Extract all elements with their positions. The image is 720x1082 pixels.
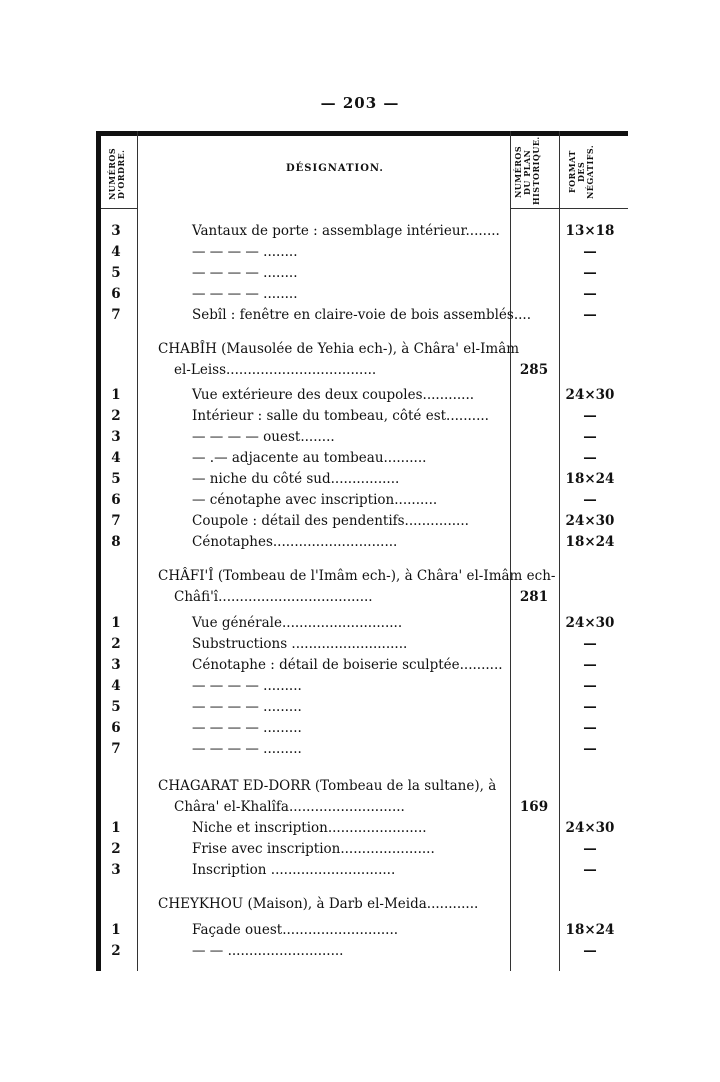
row-designation: — — — — ........ [192,286,298,302]
table-row [96,941,628,961]
row-format: 24×30 [565,513,615,529]
row-designation: Vue générale............................ [192,615,403,631]
row-designation: — — — — ouest........ [192,429,335,445]
table-row [96,566,628,586]
table-row [96,427,628,447]
header-numero-ordre: NUMÉROS D'ORDRE. [107,147,126,201]
row-designation: — .— adjacente au tombeau.......... [192,450,427,466]
row-designation: — — — — ........ [192,244,298,260]
table-row [96,490,628,510]
row-number: 1 [111,820,121,836]
row-number: 7 [111,741,121,757]
table-row [96,242,628,262]
row-number: 3 [111,429,121,445]
row-format: — [583,244,597,260]
row-format: — [583,678,597,694]
row-designation: el-Leiss................................... [174,362,377,378]
table-frame [96,131,628,971]
row-format: 24×30 [565,387,615,403]
row-format: 18×24 [565,471,615,487]
row-plan-number: 285 [519,362,549,378]
row-designation: Châfi'î.................................... [174,589,373,605]
row-plan-number: 281 [519,589,549,605]
row-designation: — — ........................... [192,943,344,959]
row-designation: — — — — ......... [192,741,302,757]
row-designation: Châra' el-Khalîfa........................... [174,799,405,815]
table-row [96,284,628,304]
table-row [96,360,628,380]
row-format: 18×24 [565,534,615,550]
row-designation: — niche du côté sud................ [192,471,400,487]
table-row [96,655,628,675]
table-row [96,860,628,880]
table-row [96,339,628,359]
row-designation: Inscription ............................. [192,862,396,878]
table-row [96,263,628,283]
row-format: — [583,429,597,445]
row-format: — [583,286,597,302]
row-format: — [583,636,597,652]
row-number: 2 [111,841,121,857]
row-format: — [583,408,597,424]
row-designation: Frise avec inscription...................... [192,841,435,857]
row-designation: — — — — ........ [192,265,298,281]
table-row [96,385,628,405]
row-format: — [583,450,597,466]
table-row [96,797,628,817]
row-number: 5 [111,265,121,281]
row-format: 13×18 [565,223,615,239]
row-designation: Vue extérieure des deux coupoles............ [192,387,475,403]
row-designation: Coupole : détail des pendentifs............... [192,513,469,529]
row-designation: Vantaux de porte : assemblage intérieur........ [192,223,500,239]
row-number: 5 [111,471,121,487]
table-row [96,587,628,607]
table-row [96,469,628,489]
row-number: 3 [111,862,121,878]
row-number: 7 [111,513,121,529]
row-designation: CHEYKHOU (Maison), à Darb el-Meida............ [158,896,479,912]
table-row [96,613,628,633]
row-number: 2 [111,636,121,652]
table-row [96,818,628,838]
row-designation: Intérieur : salle du tombeau, côté est.......... [192,408,489,424]
row-format: — [583,841,597,857]
page-number: — 203 — [320,94,400,112]
row-number: 6 [111,492,121,508]
row-plan-number: 169 [519,799,549,815]
row-format: — [583,741,597,757]
row-format: — [583,307,597,323]
table-row [96,676,628,696]
row-designation: Niche et inscription....................... [192,820,427,836]
table-row [96,634,628,654]
row-number: 5 [111,699,121,715]
table-row [96,221,628,241]
row-designation: Cénotaphes............................. [192,534,398,550]
row-designation: — — — — ......... [192,699,302,715]
table-row [96,839,628,859]
table-row [96,532,628,552]
table-row [96,305,628,325]
table-row [96,511,628,531]
row-format: — [583,720,597,736]
row-number: 2 [111,408,121,424]
header-rule [510,208,628,209]
header-rule [101,208,137,209]
row-format: 18×24 [565,922,615,938]
row-format: — [583,492,597,508]
row-format: — [583,862,597,878]
header-numero-plan: NUMÉROS DU PLAN HISTORIQUE. [513,136,541,205]
row-number: 3 [111,657,121,673]
row-format: — [583,657,597,673]
row-number: 3 [111,223,121,239]
row-designation: — — — — ......... [192,678,302,694]
row-number: 6 [111,720,121,736]
table-row [96,894,628,914]
row-number: 4 [111,244,121,260]
row-number: 6 [111,286,121,302]
table-top-rule [96,131,628,136]
row-designation: CHAGARAT ED-DORR (Tombeau de la sultane), à [158,778,497,794]
row-format: — [583,265,597,281]
table-row [96,920,628,940]
row-designation: Sebîl : fenêtre en claire-voie de bois assemblés.... [192,307,532,323]
row-number: 4 [111,678,121,694]
row-format: 24×30 [565,820,615,836]
row-format: 24×30 [565,615,615,631]
header-designation: DÉSIGNATION. [286,163,384,174]
row-number: 8 [111,534,121,550]
row-designation: Cénotaphe : détail de boiserie sculptée.......... [192,657,503,673]
row-format: — [583,699,597,715]
row-designation: — cénotaphe avec inscription.......... [192,492,438,508]
table-row [96,718,628,738]
row-number: 1 [111,615,121,631]
row-number: 7 [111,307,121,323]
row-designation: CHÂFI'Î (Tombeau de l'Imâm ech-), à Châra' el-Imâm ech- [158,568,556,584]
row-number: 4 [111,450,121,466]
header-format: FORMAT DES NÉGATIFS. [567,144,595,200]
table-row [96,448,628,468]
row-designation: Façade ouest........................... [192,922,399,938]
table-row [96,697,628,717]
row-designation: CHABÎH (Mausolée de Yehia ech-), à Châra' el-Imâm [158,341,520,357]
row-number: 1 [111,922,121,938]
row-number: 2 [111,943,121,959]
table-row [96,406,628,426]
row-designation: — — — — ......... [192,720,302,736]
row-number: 1 [111,387,121,403]
table-row [96,739,628,759]
row-format: — [583,943,597,959]
row-designation: Substructions ........................... [192,636,408,652]
table-row [96,776,628,796]
